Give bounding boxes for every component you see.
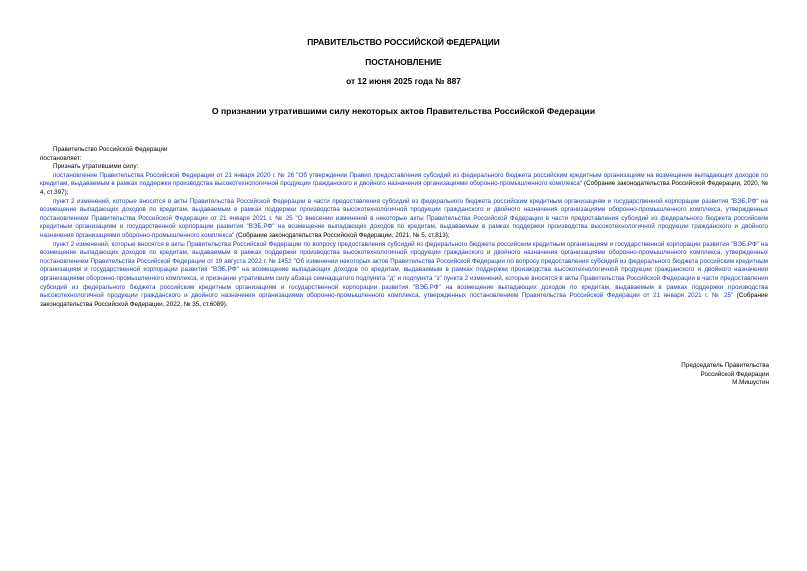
repeal-item-3-link[interactable]: пункт 2 изменений, которые вносятся в акты Правительства Российской Федерации по вопросу предоставления субсидий из федерального бюджета российским кредитным организациям и государственной корпорации развития "ВЭБ.РФ" на возмещение выпадающих доходов по кредитам, выдаваемым в рамках поддержки производства высокотехнологичной продукции гражданского и двойного назначения организациями оборонно-промышленного комплекса, утвержденных постановлением Правительства Российской Федерации от 19 августа 2022 г. № 1452 "Об изменении некоторых актов Правительства Российской Федерации по вопросу предоставления субсидий из федерального бюджета российским кредитным организациям и государственной корпорации развития "ВЭБ.РФ" на возмещение выпадающих доходов по кредитам, выдаваемым в рамках поддержки производства высокотехнологичной продукции гражданского и двойного назначения организациями оборонно-промышленного комплекса, и признании утратившим силу абзаца семнадцатого подпункта "д" и подпункта "з" пункта 2 изменений, которые вносятся в акты Правительства Российской Федерации в части предоставления субсидий из федерального бюджета российским кредитным организациям и государственной корпорации развития "ВЭБ.РФ" на возмещение выпадающих доходов по кредитам, выдаваемым в рамках поддержки производства высокотехнологичной продукции гражданского и двойного назначения организациями оборонно-промышленного комплекса, утвержденных постановлением Правительства Российской Федерации от 21 января 2021 г. № 25"	[40, 240, 768, 300]
signature-government: Российской Федерации	[700, 370, 769, 378]
intro-repeal: Признать утратившими силу:	[53, 163, 139, 171]
document-body	[40, 146, 768, 309]
repeal-item-2-link[interactable]: пункт 2 изменений, которые вносятся в акты Правительства Российской Федерации в части предоставления субсидий из федерального бюджета российским кредитным организациям и государственной корпорации развития "ВЭБ.РФ" на возмещение выпадающих доходов по кредитам, выдаваемым в рамках поддержки производства высокотехнологичной продукции гражданского и двойного назначения организациями оборонно-промышленного комплекса, утвержденных постановлением Правительства Российской Федерации от 21 января 2021 г. № 25 "О внесении изменений в некоторые акты Правительства Российской Федерации в части предоставления субсидий из федерального бюджета российским кредитным организациям и государственной корпорации развития "ВЭБ.РФ" на возмещение выпадающих доходов по кредитам, выдаваемым в рамках поддержки производства высокотехнологичной продукции гражданского и двойного назначения организациями оборонно-промышленного комплекса"	[40, 197, 768, 239]
signature-block	[681, 362, 769, 388]
repeal-item-1	[40, 172, 768, 198]
repeal-item-1-link[interactable]: постановление Правительства Российской Федерации от 21 января 2020 г. № 26 "Об утверждении Правил предоставления субсидий из федерального бюджета российским кредитным организациям на возмещение выпадающих доходов по кредитам, выдаваемым в рамках поддержки производства высокотехнологичной продукции гражданского и двойного назначения организациями оборонно-промышленного комплекса"	[40, 171, 768, 188]
signature-position: Председатель Правительства	[681, 362, 769, 369]
repeal-item-2-source: (Собрание законодательства Российской Федерации, 2021, № 5, ст.813);	[234, 231, 450, 239]
intro-government: Правительство Российской Федерации	[53, 146, 168, 153]
repeal-item-2	[40, 198, 768, 241]
document-title: О признании утратившими силу некоторых актов Правительства Российской Федерации	[211, 106, 596, 116]
repeal-item-3-source: (Собрание законодательства Российской Федерации, 2022, № 35, ст.6089).	[40, 292, 768, 308]
repeal-item-3	[40, 241, 768, 310]
intro-resolves: постановляет:	[40, 154, 82, 162]
date-and-number: от 12 июня 2025 года № 887	[346, 76, 461, 86]
repeal-item-1-source: (Собрание законодательства Российской Федерации, 2020, № 4, ст.397);	[40, 180, 768, 196]
document-type: ПОСТАНОВЛЕНИЕ	[365, 57, 442, 67]
signature-name: М.Мишустин	[732, 379, 769, 387]
government-heading: ПРАВИТЕЛЬСТВО РОССИЙСКОЙ ФЕДЕРАЦИИ	[307, 37, 500, 47]
